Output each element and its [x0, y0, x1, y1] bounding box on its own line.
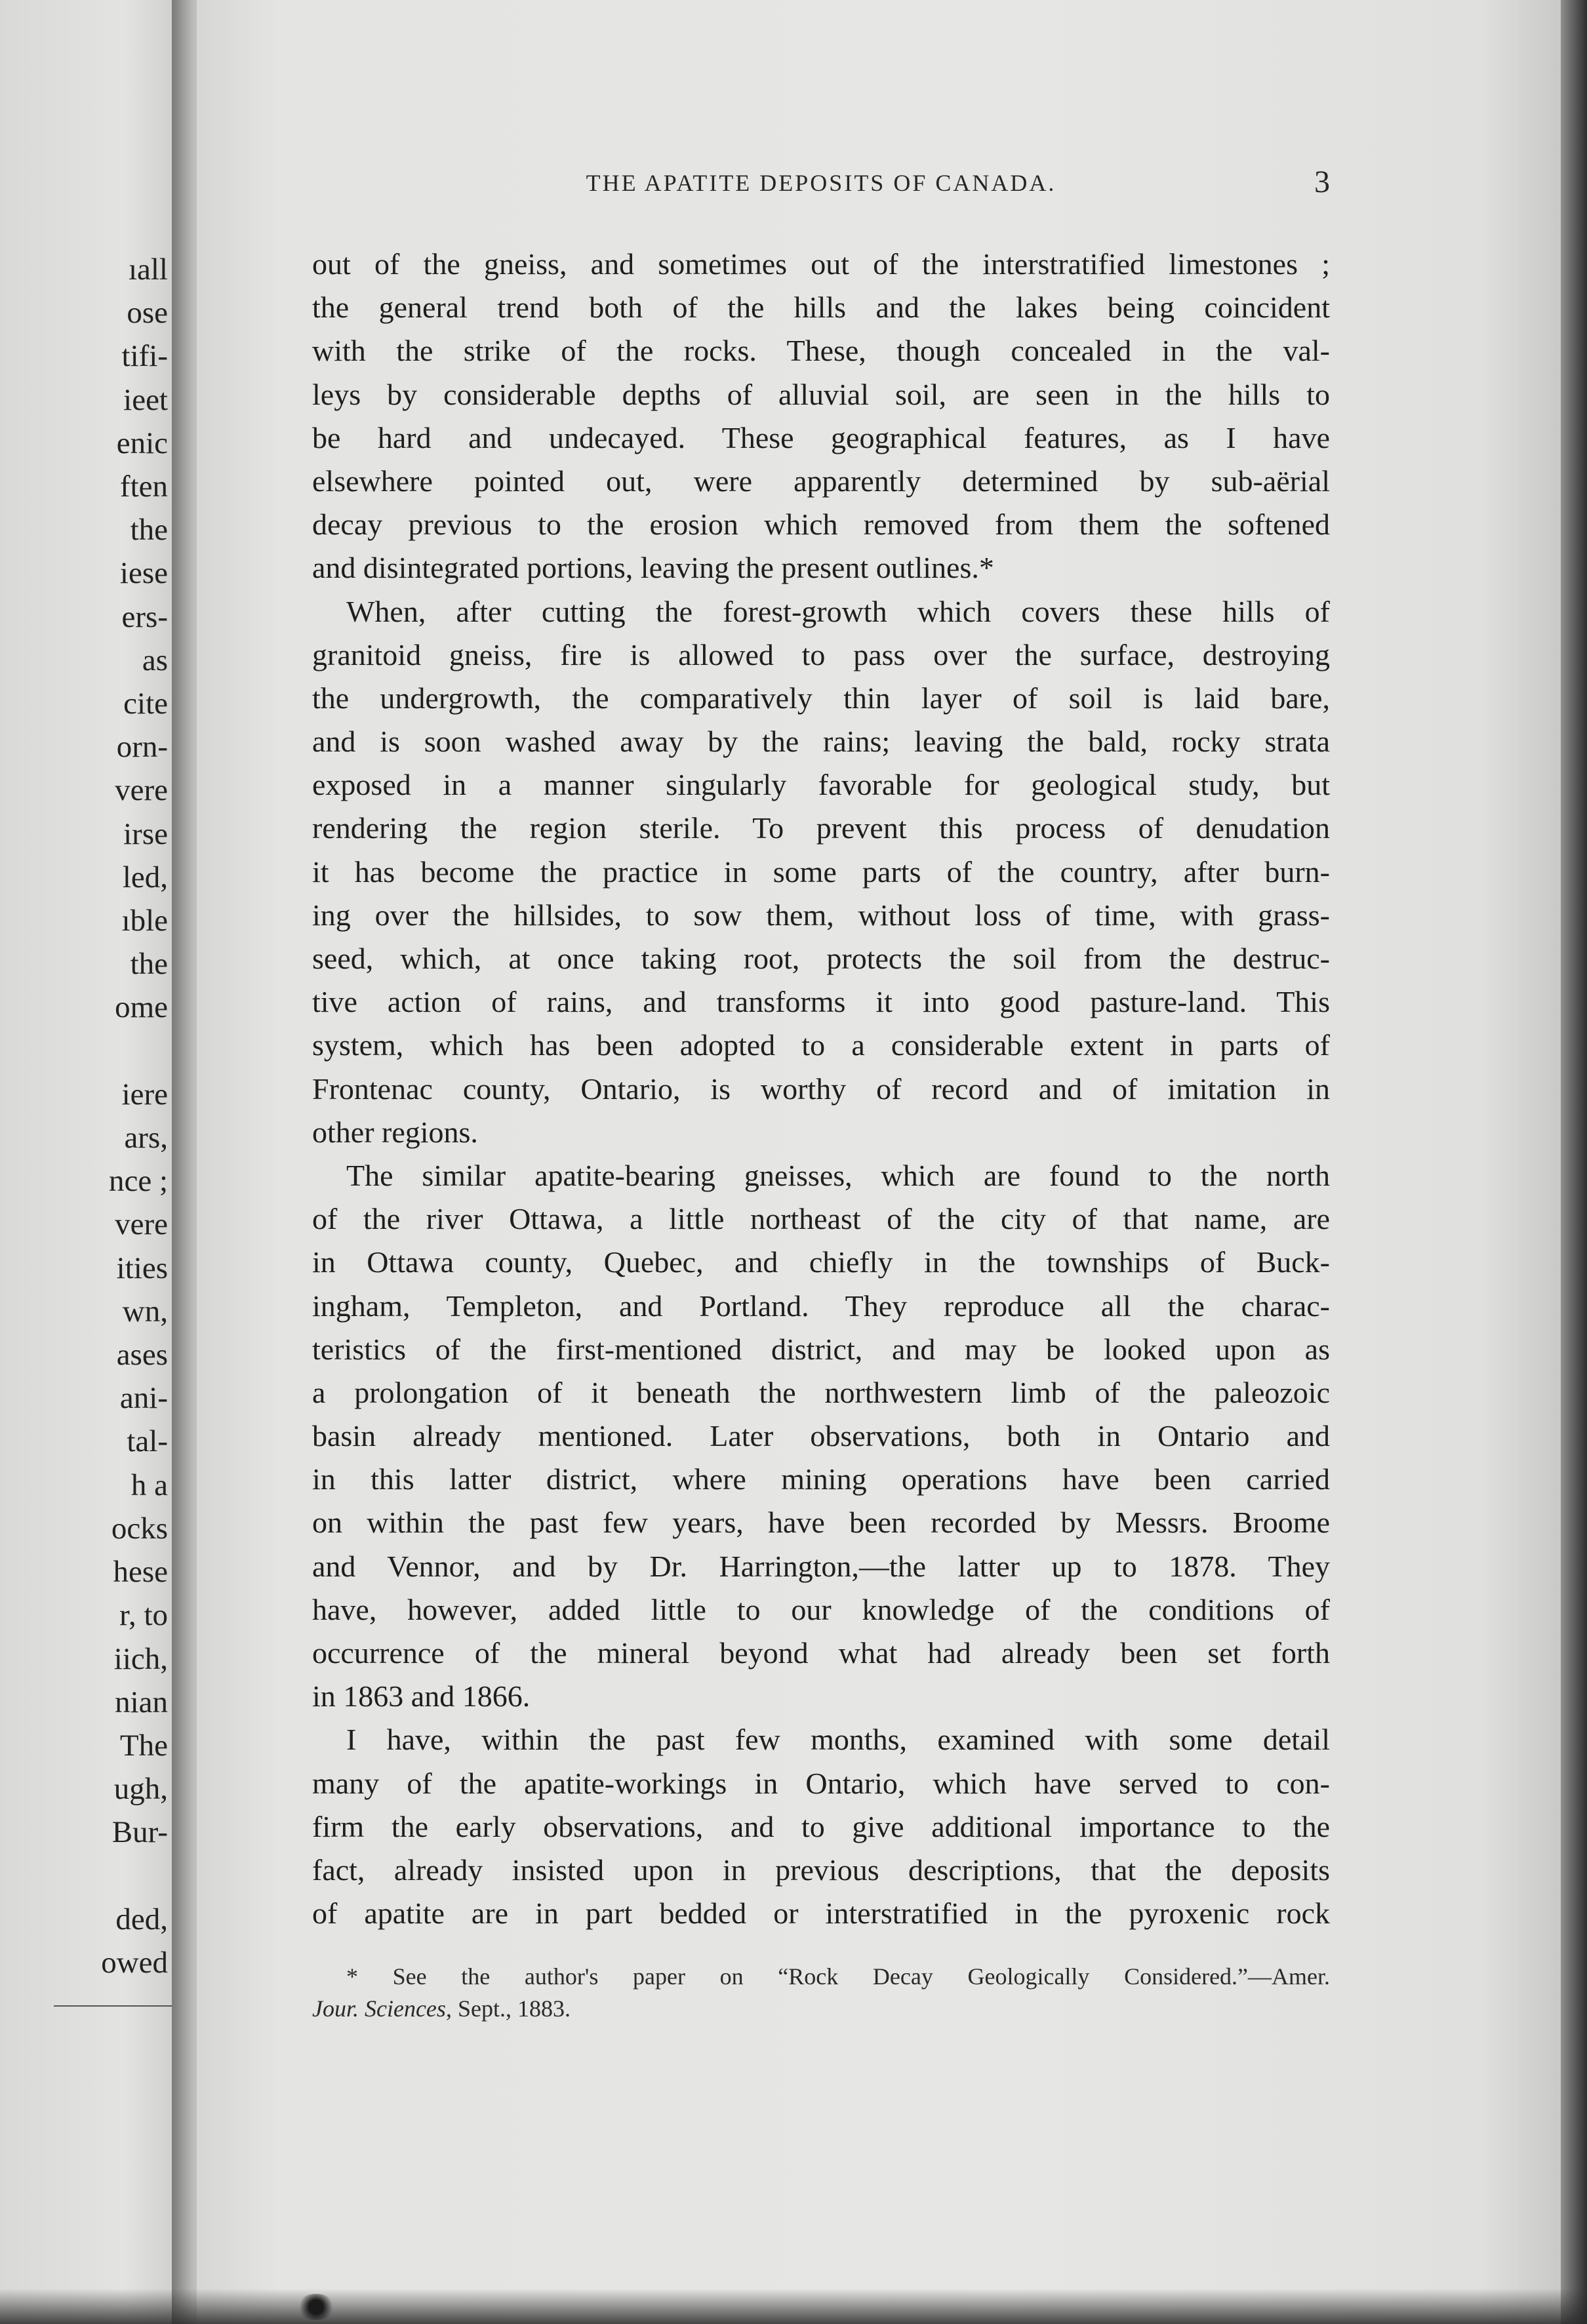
facing-page-line: owed	[101, 1945, 168, 1980]
facing-page-line: ugh,	[113, 1772, 168, 1807]
text-line: leys by considerable depths of alluvial soil, are seen in the hills to	[312, 377, 1330, 411]
facing-page-line: led,	[122, 860, 168, 894]
facing-page-line: cite	[123, 687, 168, 721]
facing-page-line: iese	[119, 556, 168, 591]
facing-page-text	[101, 248, 168, 1984]
page-edge	[1561, 0, 1587, 2324]
text-line: elsewhere pointed out, were apparently determined by sub-aërial	[312, 464, 1330, 498]
facing-page-line: tifi-	[121, 339, 168, 374]
facing-page-line: ocks	[111, 1511, 168, 1546]
facing-page-line: enic	[116, 426, 168, 460]
running-head: THE APATITE DEPOSITS OF CANADA.	[586, 170, 1056, 196]
text-line: of apatite are in part bedded or interstratified in the pyroxenic rock	[312, 1896, 1330, 1931]
facing-page-line: nian	[115, 1685, 168, 1719]
text-line: in Ottawa county, Quebec, and chiefly in the townships of Buck-	[312, 1245, 1330, 1279]
facing-page-line: r, to	[119, 1598, 168, 1633]
text-line: the general trend both of the hills and the lakes being coincident	[312, 290, 1330, 325]
facing-page-line: ani-	[119, 1381, 168, 1416]
facing-page-line: iich,	[113, 1641, 168, 1676]
text-line: out of the gneiss, and sometimes out of the interstratified limestones ;	[312, 247, 1330, 281]
facing-page-line: hese	[113, 1555, 168, 1590]
text-line: rendering the region sterile. To prevent this process of denudation	[312, 811, 1330, 845]
text-line: the undergrowth, the comparatively thin layer of soil is laid bare,	[312, 681, 1330, 715]
facing-page-fragment	[0, 0, 177, 2324]
facing-page-line: irse	[123, 816, 168, 851]
text-line: occurrence of the mineral beyond what had already been set forth	[312, 1636, 1330, 1670]
facing-page-line: ers-	[121, 599, 168, 634]
facing-page-line: the	[130, 513, 168, 548]
scan-bottom-edge	[0, 2289, 1587, 2324]
facing-page-line: ome	[115, 990, 168, 1025]
facing-page-line: ases	[116, 1338, 168, 1372]
text-line: be hard and undecayed. These geographical features, as I have	[312, 420, 1330, 454]
text-line: granitoid gneiss, fire is allowed to pass over the surface, destroying	[312, 637, 1330, 671]
facing-page-line: ities	[116, 1251, 168, 1285]
text-line: with the strike of the rocks. These, though concealed in the val-	[312, 334, 1330, 368]
text-line: many of the apatite-workings in Ontario, which have served to con-	[312, 1766, 1330, 1800]
text-line: I have, within the past few months, examined with some detail	[346, 1723, 1330, 1757]
text-line: and Vennor, and by Dr. Harrington,—the latter up to 1878. They	[312, 1549, 1330, 1583]
text-line: The similar apatite-bearing gneisses, which are found to the north	[346, 1158, 1330, 1192]
text-line: seed, which, at once taking root, protects the soil from the destruc-	[312, 942, 1330, 975]
text-line: Frontenac county, Ontario, is worthy of record and of imitation in	[312, 1072, 1330, 1106]
text-line: tive action of rains, and transforms it into good pasture-land. This	[312, 985, 1330, 1019]
text-line: in this latter district, where mining operations have been carried	[312, 1462, 1330, 1496]
facing-page-line: tal-	[127, 1424, 168, 1459]
footnote-journal: Jour. Sciences	[312, 1995, 446, 2022]
facing-page-line: vere	[115, 1207, 168, 1242]
page-header	[312, 163, 1330, 209]
facing-page-line: nce ;	[108, 1164, 168, 1199]
facing-page-line: as	[142, 643, 168, 677]
text-line: ingham, Templeton, and Portland. They reproduce all the charac-	[312, 1289, 1330, 1323]
text-line: teristics of the first-mentioned district, and may be looked upon as	[312, 1332, 1330, 1366]
facing-page-line: ieet	[123, 382, 168, 417]
facing-page-line: ose	[127, 296, 168, 331]
text-line: When, after cutting the forest-growth which covers these hills of	[346, 594, 1330, 628]
facing-page-line: ıall	[128, 252, 168, 287]
facing-page-line: h a	[131, 1468, 168, 1502]
text-line: and disintegrated portions, leaving the present outlines.*	[312, 551, 994, 585]
text-line: in 1863 and 1866.	[312, 1679, 531, 1713]
page-number: 3	[1314, 165, 1330, 199]
facing-page-line: orn-	[116, 730, 168, 765]
text-line: exposed in a manner singularly favorable for geological study, but	[312, 768, 1330, 802]
facing-page-line: vere	[115, 773, 168, 808]
text-line: it has become the practice in some parts of the country, after burn-	[312, 854, 1330, 889]
facing-page-line	[101, 1030, 168, 1073]
text-line: and is soon washed away by the rains; leaving the bald, rocky strata	[312, 725, 1330, 759]
text-line: firm the early observations, and to give additional importance to the	[312, 1809, 1330, 1843]
ink-spot	[296, 2294, 336, 2320]
facing-page-line: The	[119, 1728, 168, 1763]
facing-page-line	[101, 1854, 168, 1898]
text-line: system, which has been adopted to a considerable extent in parts of	[312, 1028, 1330, 1062]
text-line: on within the past few years, have been recorded by Messrs. Broome	[312, 1506, 1330, 1540]
text-line: of the river Ottawa, a little northeast of the city of that name, are	[312, 1202, 1330, 1236]
facing-page-line: Bur-	[111, 1815, 168, 1850]
text-line: have, however, added little to our knowledge of the conditions of	[312, 1592, 1330, 1626]
text-line: basin already mentioned. Later observations, both in Ontario and	[312, 1419, 1330, 1453]
facing-page-line: ıble	[121, 904, 168, 938]
text-line: a prolongation of it beneath the northwestern limb of the paleozoic	[312, 1375, 1330, 1409]
text-line: decay previous to the erosion which removed from them the softened	[312, 508, 1330, 542]
text-line: ing over the hillsides, to sow them, without loss of time, with grass-	[312, 898, 1330, 932]
facing-page-line: ften	[119, 470, 168, 504]
text-line: fact, already insisted upon in previous descriptions, that the deposits	[312, 1853, 1330, 1887]
facing-page-line: the	[130, 947, 168, 982]
facing-page-footnote-rule	[54, 2005, 172, 2007]
facing-page-line: wn,	[122, 1294, 168, 1329]
footnote	[312, 1961, 1330, 2025]
facing-page-line: ars,	[124, 1121, 168, 1155]
footnote-line: * See the author's paper on “Rock Decay Geologically Considered.”—Amer.	[346, 1963, 1330, 1990]
facing-page-line: iere	[121, 1077, 168, 1112]
footnote-line: Jour. Sciences, Sept., 1883.	[312, 1995, 571, 2022]
facing-page-line: ded,	[115, 1902, 168, 1936]
body-text	[312, 243, 1330, 1935]
text-line: other regions.	[312, 1115, 478, 1149]
